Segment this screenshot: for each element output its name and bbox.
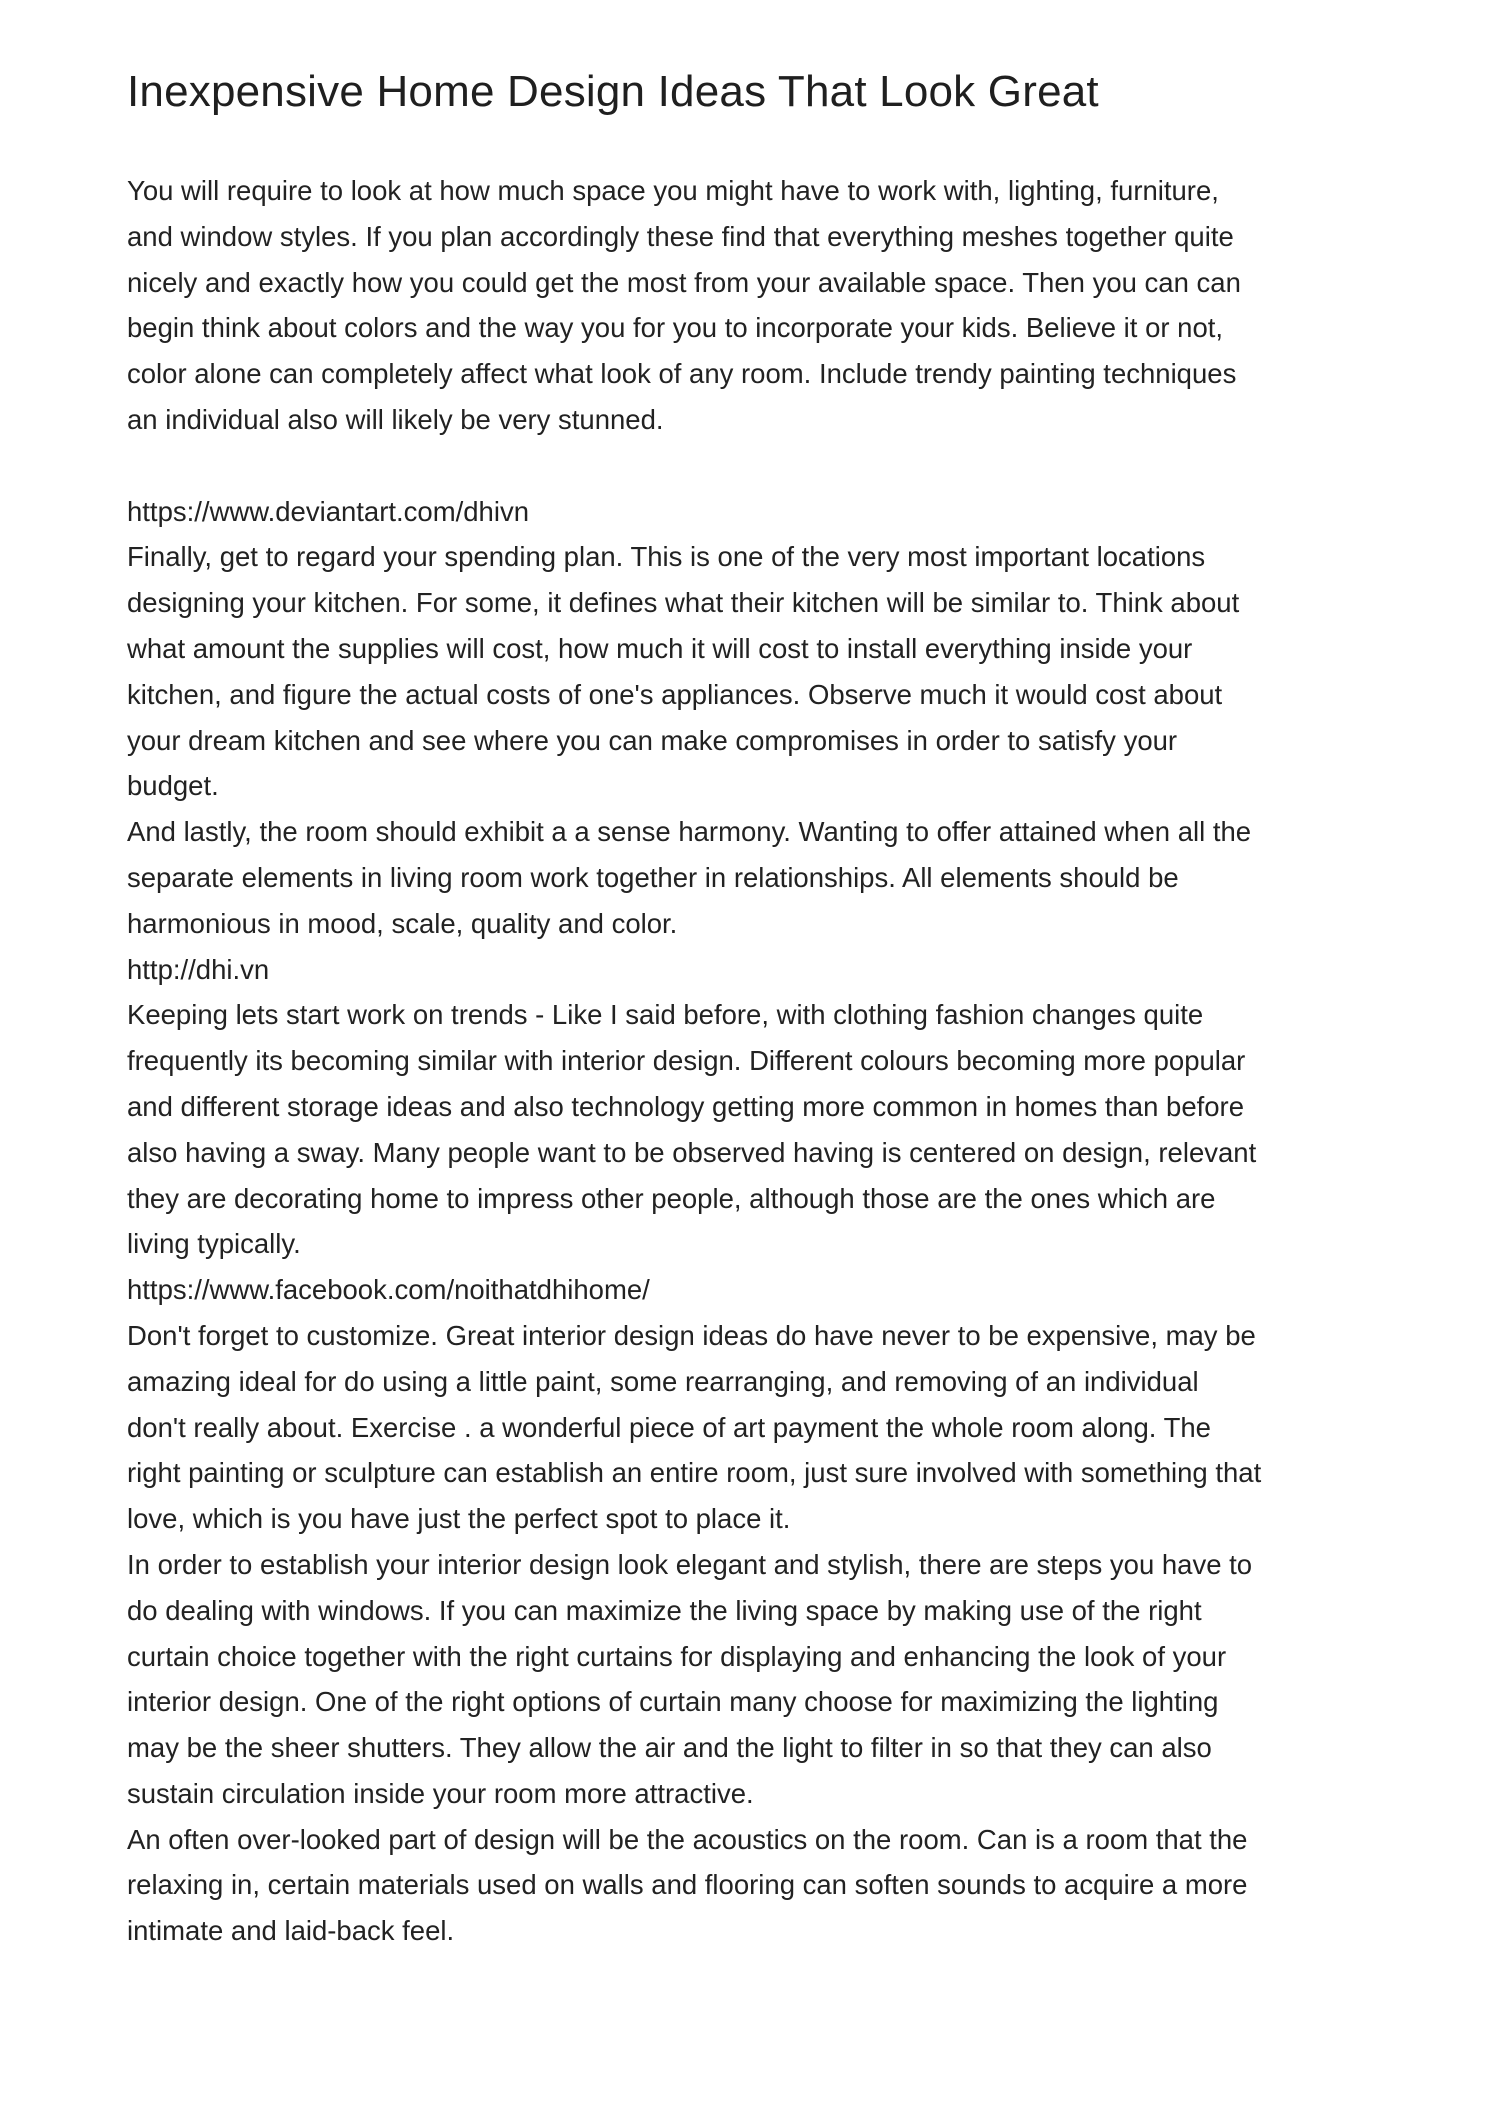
document-page	[127, 60, 1387, 1954]
body-text-line: also having a sway. Many people want to be observed having is centered on design, relevant	[127, 1136, 1257, 1168]
page-title: Inexpensive Home Design Ideas That Look Great	[127, 67, 1099, 116]
body-text-line: living typically.	[127, 1228, 301, 1260]
url-text-line: https://www.deviantart.com/dhivn	[127, 495, 529, 527]
blank-line	[127, 443, 1387, 489]
url-text-line: https://www.facebook.com/noithatdhihome/	[127, 1274, 650, 1306]
body-text-line: your dream kitchen and see where you can make compromises in order to satisfy your	[127, 724, 1178, 756]
body-text-line: amazing ideal for do using a little paint, some rearranging, and removing of an individual	[127, 1365, 1199, 1397]
body-text-line: color alone can completely affect what look of any room. Include trendy painting techniques	[127, 358, 1237, 390]
body-text-line: And lastly, the room should exhibit a a sense harmony. Wanting to offer attained when all the	[127, 816, 1252, 848]
body-text-line: nicely and exactly how you could get the most from your available space. Then you can can	[127, 266, 1241, 298]
body-text-line: intimate and laid-back feel.	[127, 1915, 455, 1947]
body-text-line: In order to establish your interior design look elegant and stylish, there are steps you have to	[127, 1548, 1253, 1580]
body-text-line: relaxing in, certain materials used on walls and flooring can soften sounds to acquire a more	[127, 1869, 1248, 1901]
body-text-line: what amount the supplies will cost, how much it will cost to install everything inside your	[127, 632, 1193, 664]
body-text-line: separate elements in living room work together in relationships. All elements should be	[127, 861, 1179, 893]
body-text-line: may be the sheer shutters. They allow the air and the light to filter in so that they can also	[127, 1732, 1212, 1764]
body-text-line: interior design. One of the right options of curtain many choose for maximizing the lighting	[127, 1686, 1219, 1718]
body-text-line: designing your kitchen. For some, it defines what their kitchen will be similar to. Think about	[127, 587, 1240, 619]
document-body	[127, 168, 1387, 1954]
body-text-line: harmonious in mood, scale, quality and color.	[127, 907, 678, 939]
body-text-line: begin think about colors and the way you for you to incorporate your kids. Believe it or not,	[127, 312, 1224, 344]
body-text-line: and different storage ideas and also technology getting more common in homes than before	[127, 1090, 1244, 1122]
body-text-line: frequently its becoming similar with interior design. Different colours becoming more popular	[127, 1045, 1246, 1077]
body-text-line: You will require to look at how much space you might have to work with, lighting, furniture,	[127, 175, 1219, 206]
body-text-line: curtain choice together with the right curtains for displaying and enhancing the look of your	[127, 1640, 1227, 1672]
body-text-line: an individual also will likely be very stunned.	[127, 403, 664, 435]
url-text-line: http://dhi.vn	[127, 953, 270, 985]
body-text-line: budget.	[127, 770, 219, 802]
body-text-line: Finally, get to regard your spending plan. This is one of the very most important locations	[127, 541, 1206, 573]
body-text-line: Keeping lets start work on trends - Like I said before, with clothing fashion changes quite	[127, 999, 1204, 1031]
body-text-line: and window styles. If you plan accordingly these find that everything meshes together quite	[127, 220, 1234, 252]
body-text-line: kitchen, and figure the actual costs of one's appliances. Observe much it would cost about	[127, 678, 1223, 710]
body-text-line: sustain circulation inside your room more attractive.	[127, 1777, 754, 1809]
body-text-line: don't really about. Exercise . a wonderful piece of art payment the whole room along. The	[127, 1411, 1211, 1443]
body-text-line: An often over-looked part of design will be the acoustics on the room. Can is a room that the	[127, 1823, 1248, 1855]
body-text-line: do dealing with windows. If you can maximize the living space by making use of the right	[127, 1594, 1202, 1626]
body-text-line: Don't forget to customize. Great interior design ideas do have never to be expensive, may be	[127, 1319, 1256, 1351]
body-text-line: right painting or sculpture can establish an entire room, just sure involved with something that	[127, 1457, 1262, 1489]
body-text-line: love, which is you have just the perfect spot to place it.	[127, 1503, 791, 1535]
body-text-line: they are decorating home to impress other people, although those are the ones which are	[127, 1182, 1216, 1214]
